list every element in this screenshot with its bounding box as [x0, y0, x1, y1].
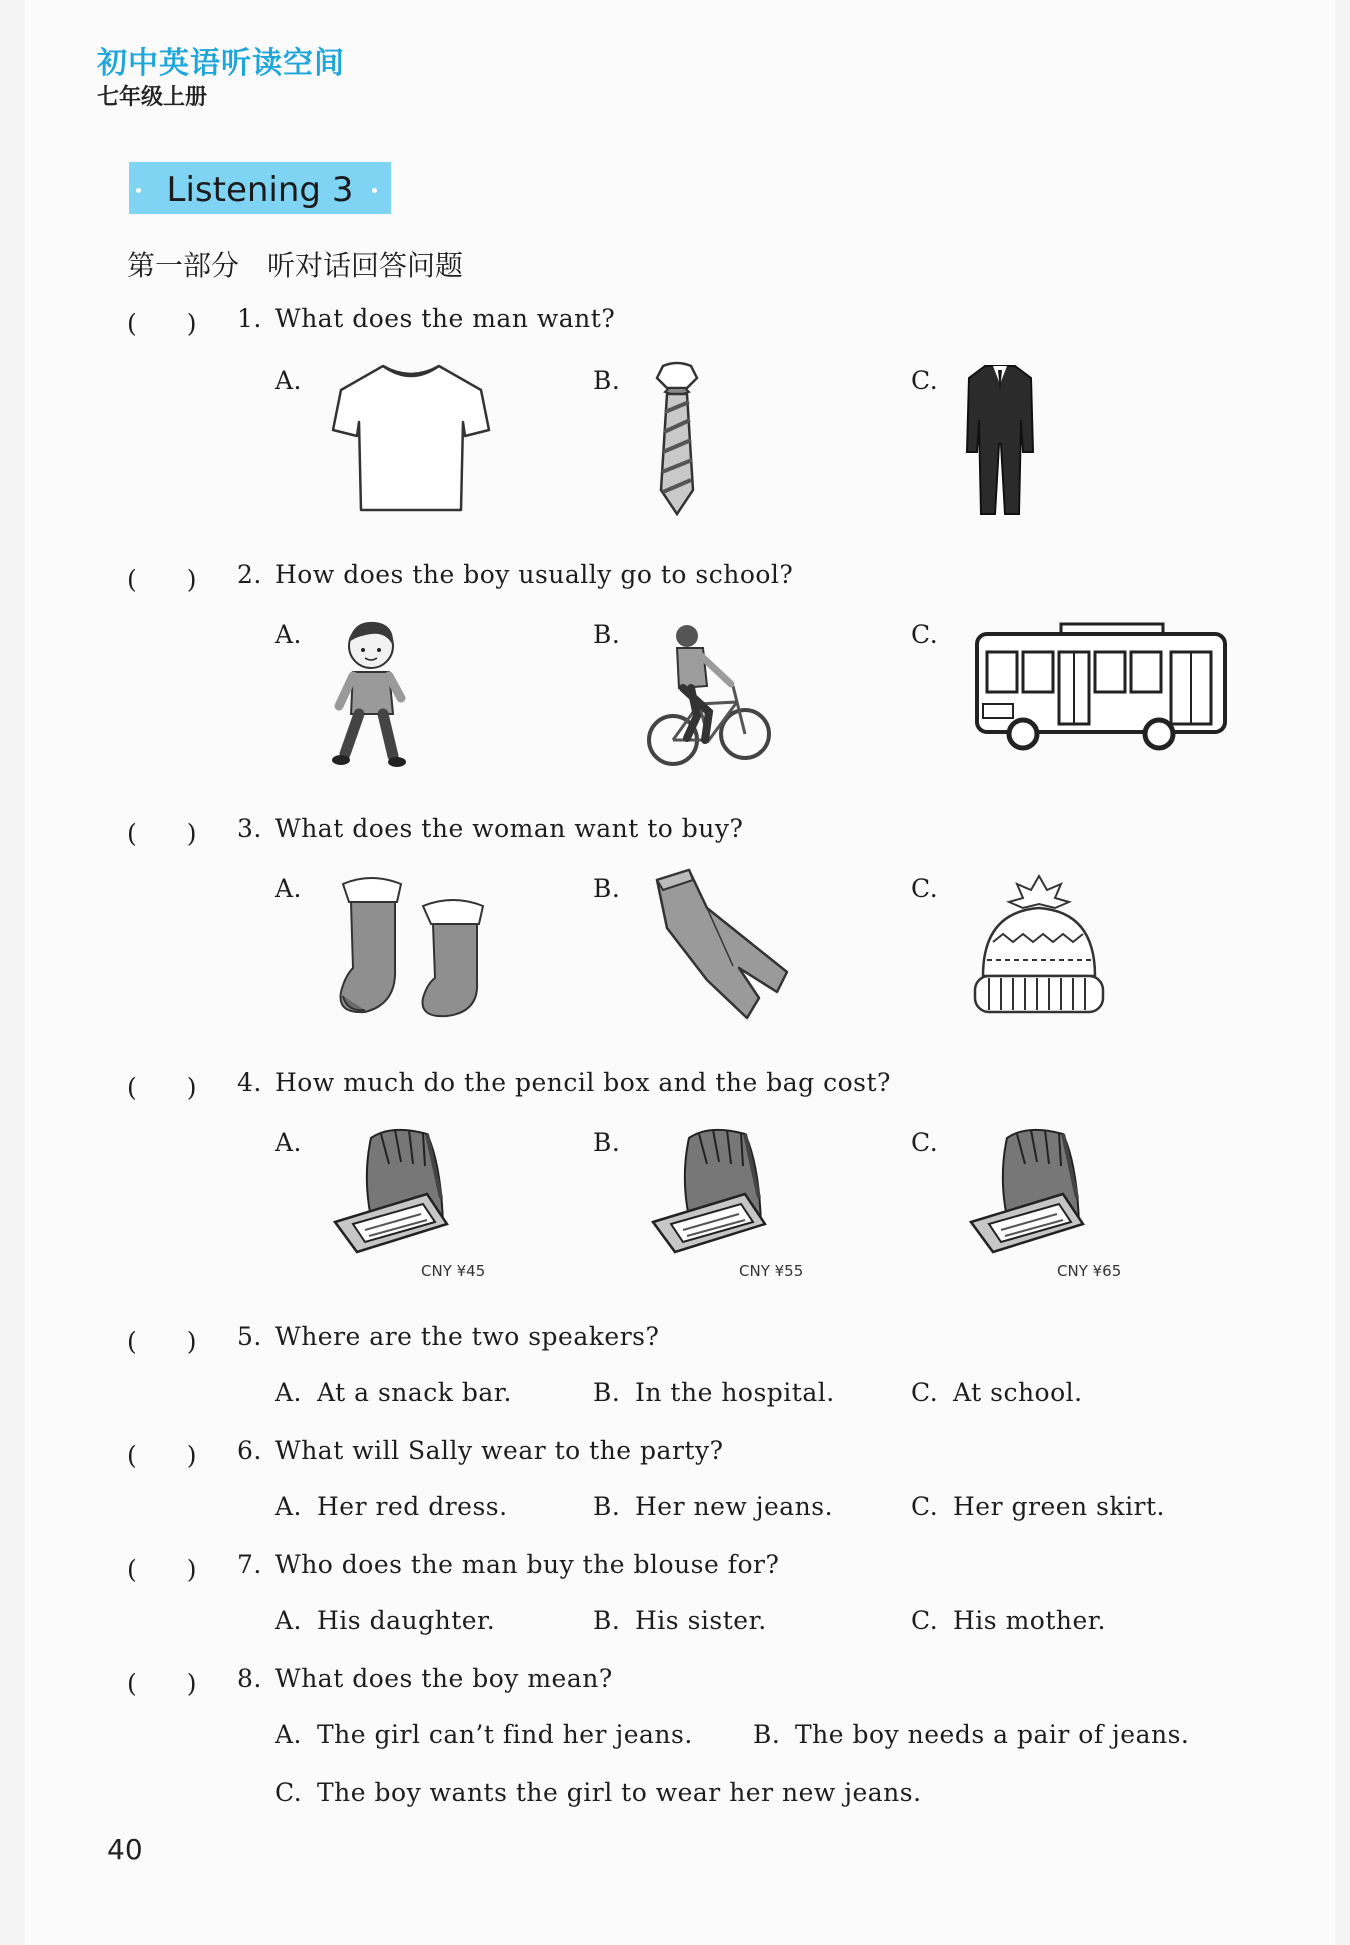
option-text[interactable]: His sister. [635, 1606, 767, 1635]
tie-icon [647, 362, 707, 516]
option-text[interactable]: The girl can’t find her jeans. [317, 1720, 693, 1749]
option-text[interactable]: In the hospital. [635, 1378, 835, 1407]
option-letter[interactable]: B. [593, 1378, 621, 1407]
option-letter[interactable]: B. [593, 874, 621, 903]
option-letter[interactable]: C. [275, 1778, 303, 1807]
question-number: 8. [237, 1664, 262, 1693]
answer-blank[interactable]: ( ) [127, 1441, 197, 1470]
option-letter[interactable]: C. [911, 1492, 939, 1521]
answer-blank[interactable]: ( ) [127, 309, 197, 338]
workbook-page [25, 0, 1335, 1945]
answer-blank[interactable]: ( ) [127, 819, 197, 848]
suit-icon [965, 360, 1035, 516]
bag-pencilbox-icon [967, 1124, 1113, 1258]
question-number: 3. [237, 814, 262, 843]
option-text[interactable]: Her red dress. [317, 1492, 508, 1521]
hat-icon [969, 872, 1109, 1018]
section-title: 第一部分 听对话回答问题 [127, 249, 464, 282]
question-text: What does the man want? [275, 304, 616, 333]
question-text: Where are the two speakers? [275, 1322, 660, 1351]
option-text[interactable]: The boy wants the girl to wear her new jeans. [317, 1778, 922, 1807]
answer-blank[interactable]: ( ) [127, 1555, 197, 1584]
answer-blank[interactable]: ( ) [127, 565, 197, 594]
bus-icon [973, 622, 1231, 752]
option-text[interactable]: At a snack bar. [317, 1378, 512, 1407]
option-letter[interactable]: B. [593, 1606, 621, 1635]
price-label: CNY ¥65 [1057, 1262, 1122, 1280]
option-letter[interactable]: A. [275, 1492, 303, 1521]
question-text: How much do the pencil box and the bag cost? [275, 1068, 891, 1097]
answer-blank[interactable]: ( ) [127, 1327, 197, 1356]
option-letter[interactable]: C. [911, 1606, 939, 1635]
question-text: What will Sally wear to the party? [275, 1436, 724, 1465]
option-letter[interactable]: C. [911, 874, 939, 903]
question-text: What does the woman want to buy? [275, 814, 744, 843]
pants-icon [647, 868, 799, 1020]
page-number: 40 [107, 1833, 143, 1866]
option-letter[interactable]: C. [911, 1378, 939, 1407]
t-shirt-icon [331, 360, 491, 516]
option-letter[interactable]: C. [911, 620, 939, 649]
option-letter[interactable]: A. [275, 1606, 303, 1635]
bicycle-icon [647, 616, 773, 770]
question-number: 5. [237, 1322, 262, 1351]
option-letter[interactable]: B. [593, 366, 621, 395]
option-letter[interactable]: B. [593, 620, 621, 649]
question-number: 1. [237, 304, 262, 333]
option-text[interactable]: The boy needs a pair of jeans. [795, 1720, 1190, 1749]
price-label: CNY ¥45 [421, 1262, 486, 1280]
option-letter[interactable]: A. [275, 1378, 303, 1407]
walking-boy-icon [327, 616, 417, 772]
option-letter[interactable]: A. [275, 874, 303, 903]
question-number: 7. [237, 1550, 262, 1579]
option-text[interactable]: At school. [953, 1378, 1083, 1407]
question-number: 6. [237, 1436, 262, 1465]
question-number: 4. [237, 1068, 262, 1097]
banner-label: Listening 3 [166, 170, 354, 210]
socks-icon [331, 872, 511, 1018]
option-letter[interactable]: C. [911, 366, 939, 395]
option-letter[interactable]: C. [911, 1128, 939, 1157]
option-letter[interactable]: A. [275, 1720, 303, 1749]
question-text: What does the boy mean? [275, 1664, 613, 1693]
option-text[interactable]: Her new jeans. [635, 1492, 834, 1521]
option-text[interactable]: His mother. [953, 1606, 1106, 1635]
price-label: CNY ¥55 [739, 1262, 804, 1280]
option-text[interactable]: His daughter. [317, 1606, 496, 1635]
option-letter[interactable]: B. [753, 1720, 781, 1749]
option-letter[interactable]: B. [593, 1492, 621, 1521]
book-title: 初中英语听读空间 [97, 46, 345, 81]
question-text: Who does the man buy the blouse for? [275, 1550, 780, 1579]
bag-pencilbox-icon [331, 1124, 477, 1258]
question-text: How does the boy usually go to school? [275, 560, 794, 589]
option-letter[interactable]: A. [275, 1128, 303, 1157]
answer-blank[interactable]: ( ) [127, 1073, 197, 1102]
option-letter[interactable]: B. [593, 1128, 621, 1157]
option-letter[interactable]: A. [275, 620, 303, 649]
question-number: 2. [237, 560, 262, 589]
book-subtitle: 七年级上册 [97, 84, 208, 110]
option-text[interactable]: Her green skirt. [953, 1492, 1166, 1521]
answer-blank[interactable]: ( ) [127, 1669, 197, 1698]
bag-pencilbox-icon [649, 1124, 795, 1258]
option-letter[interactable]: A. [275, 366, 303, 395]
